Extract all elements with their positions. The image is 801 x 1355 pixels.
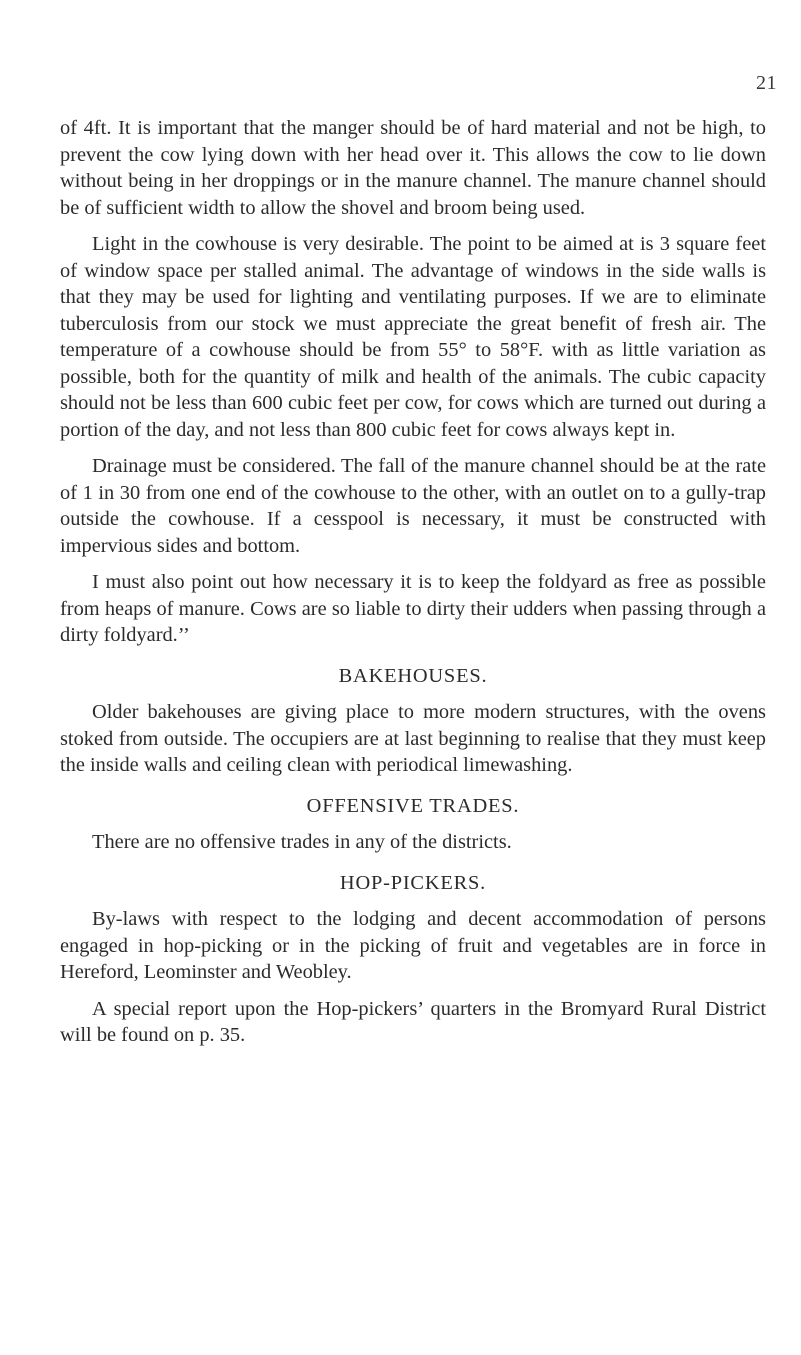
heading-offensive-trades: OFFENSIVE TRADES.	[306, 794, 520, 817]
heading-hop-pickers: HOP-PICKERS.	[339, 871, 487, 894]
page-number: 21	[756, 72, 777, 94]
heading-bakehouses: BAKEHOUSES.	[338, 664, 488, 687]
paragraph-hop-pickers-bylaws: By-laws with respect to the lodging and decent accommodation of persons engaged in hop-picking or in the picking of fruit and vegetables are in force in Hereford, Leominster and Weobley.	[60, 908, 766, 983]
page-body	[60, 115, 766, 1059]
paragraph-manger: of 4ft. It is important that the manger should be of hard material and not be high, to prevent the cow lying down with her head over it. This allows the cow to lie down without being in her droppings or in the manure channel. The manure channel should be of sufficient width to allow the shovel and broom being used.	[60, 117, 766, 219]
paragraph-light: Light in the cowhouse is very desirable. The point to be aimed at is 3 square feet of window space per stalled animal. The advantage of windows in the side walls is that they may be used for lighting and ventilating purposes. If we are to eliminate tuberculosis from our stock we must appreciate the great benefit of fresh air. The temperature of a cowhouse should be from 55° to 58°F. with as little variation as possible, both for the quantity of milk and health of the animals. The cubic capacity should not be less than 600 cubic feet per cow, for cows which are turned out during a portion of the day, and not less than 800 cubic feet for cows always kept in.	[60, 233, 766, 441]
paragraph-bakehouses: Older bakehouses are giving place to more modern structures, with the ovens stoked from outside. The occupiers are at last beginning to realise that they must keep the inside walls and ceiling clean with periodical limewashing.	[60, 701, 766, 776]
paragraph-foldyard: I must also point out how necessary it is to keep the foldyard as free as possible from heaps of manure. Cows are so liable to dirty their udders when passing through a dirty foldyard.’’	[60, 571, 766, 646]
paragraph-offensive-trades: There are no offensive trades in any of the districts.	[92, 831, 512, 853]
paragraph-drainage: Drainage must be considered. The fall of the manure channel should be at the rate of 1 in 30 from one end of the cowhouse to the other, with an outlet on to a gully-trap outside the cowhouse. If a cesspool is necessary, it must be constructed with impervious sides and bottom.	[60, 455, 766, 557]
paragraph-hop-pickers-report: A special report upon the Hop-pickers’ quarters in the Bromyard Rural District will be found on p. 35.	[60, 997, 766, 1046]
